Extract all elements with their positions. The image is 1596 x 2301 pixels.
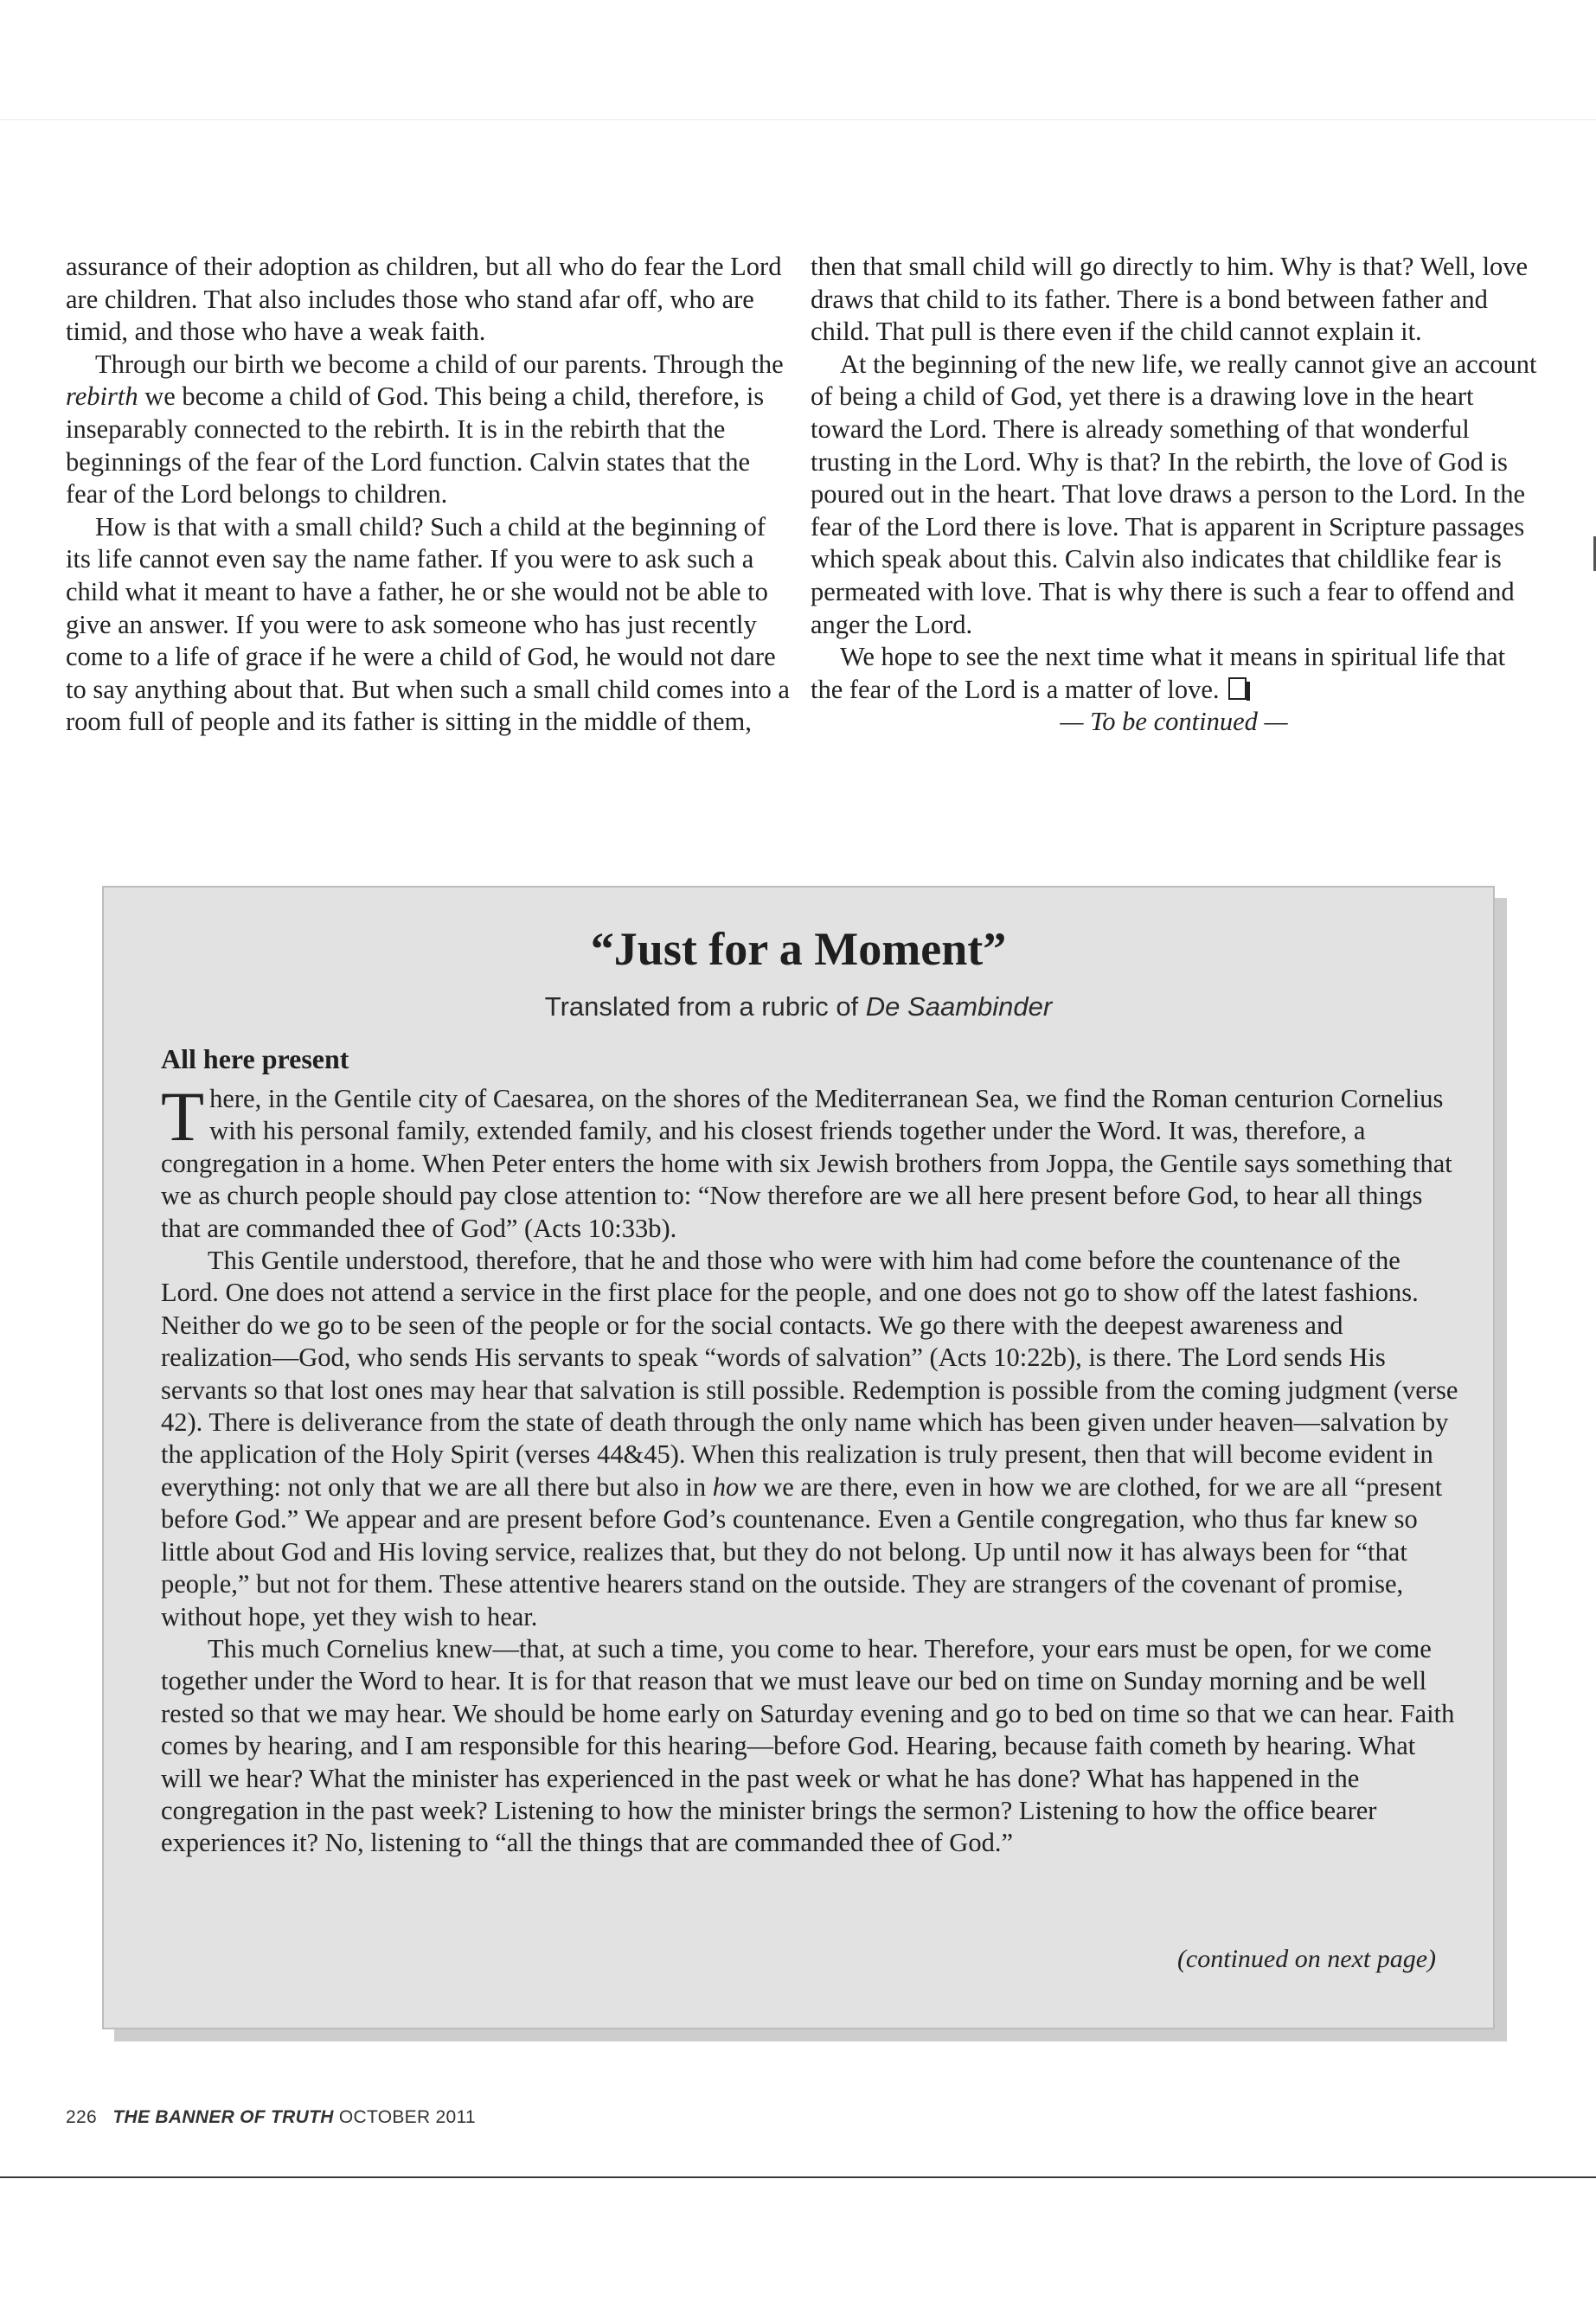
issue-date: OCTOBER 2011 bbox=[338, 2107, 476, 2127]
to-be-continued: — To be continued — bbox=[1060, 707, 1288, 737]
left-paragraph-3: How is that with a small child? Such a child at the beginning of its life cannot even say the name father. If you were to ask such a child what it meant to have a father, he or she would not be able to give an answer. If you were to ask someone who has just recently come to a life of grace if he were a child of God, he would not dare to say anything about that. But when such a small child comes into a room full of people and its father is sitting in the middle of them, bbox=[66, 511, 790, 737]
page-number: 226 bbox=[66, 2107, 97, 2127]
source-title: De Saambinder bbox=[865, 991, 1053, 1022]
box-paragraph-2: This Gentile understood, therefore, that he and those who were with him had come before the countenance of the Lord. One does not attend a service in the first place for the people, and one does not go to show off the latest fashions. Neither do we go to be seen of the people or for the social contacts. We go there with the deepest awareness and realization—God, who sends His servants to speak “words of salvation” (Acts 10:22b), is there. The Lord sends His servants so that lost ones may hear that salvation is still possible. Redemption is possible from the coming judgment (verse 42). There is deliverance from the state of death through the only name which has been given under heaven—salvation by the application of the Holy Spirit (verses 44&45). When this realization is truly present, then that will become evident in everything: not only that we are all there but also in how we are there, even in how we are clothed, for we are all “present before God.” We appear and are present before God’s countenance. Even a Gentile congregation, who thus far knew so little about God and His loving service, realizes that, but they do not belong. Up until now it has always been for “that people,” but not for them. These attentive hearers stand on the outside. They are strangers of the covenant of promise, without hope, yet they wish to hear. bbox=[161, 1246, 1458, 1631]
continued-note: (continued on next page) bbox=[1176, 1945, 1436, 1973]
box-paragraph-3: This much Cornelius knew—that, at such a time, you come to hear. Therefore, your ears must be open, for we come together under the Word to hear. It is for that reason that we must leave our bed on time on Sunday morning and be well rested so that we may hear. We should be home early on Saturday evening and go to bed on time so that we can hear. Faith comes by hearing, and I am responsible for this hearing—before God. Hearing, because faith cometh by hearing. What will we hear? What the minister has experienced in the past week or what he has done? What has happened in the congregation in the past week? Listening to how the minister brings the sermon? Listening to how the office bearer experiences it? No, listening to “all the things that are commanded thee of God.” bbox=[161, 1633, 1455, 1858]
left-paragraph-2: Through our birth we become a child of our parents. Through the rebirth we become a child of God. This being a child, therefore, is inseparably connected to the rebirth. It is in the rebirth that the beginnings of the fear of the Lord function. Calvin states that the fear of the Lord belongs to children. bbox=[66, 349, 784, 510]
right-column bbox=[811, 251, 1537, 739]
bottom-rule bbox=[0, 2176, 1596, 2178]
right-paragraph-2: At the beginning of the new life, we really cannot give an account of being a child of God, yet there is a drawing love in the heart toward the Lord. There is already something of that wonderful trusting in the Lord. Why is that? In the rebirth, the love of God is poured out in the heart. That love draws a person to the Lord. In the fear of the Lord there is love. That is apparent in Scripture passages which speak about this. Calvin also indicates that childlike fear is permeated with love. That is why there is such a fear to offend and anger the Lord. bbox=[811, 349, 1537, 639]
box-heading: All here present bbox=[161, 1043, 349, 1074]
magazine-title: THE BANNER OF TRUTH bbox=[112, 2107, 334, 2127]
right-paragraph-1: then that small child will go directly to him. Why is that? Well, love draws that child to its father. There is a bond between father and child. That pull is there even if the child cannot explain it. bbox=[811, 252, 1529, 347]
box-title: “Just for a Moment” bbox=[590, 923, 1007, 975]
left-column bbox=[66, 251, 792, 739]
emphasis-rebirth: rebirth bbox=[66, 381, 138, 412]
box-subtitle: Translated from a rubric of De Saambinder bbox=[544, 991, 1053, 1022]
box-paragraph-1: There, in the Gentile city of Caesarea, on the shores of the Mediterranean Sea, we find the Roman centurion Cornelius with his personal family, extended family, and his closest friends together under the Word. It was, therefore, a congregation in a home. When Peter enters the home with six Jewish brothers from Joppa, the Gentile says something that we as church people should pay close attention to: “Now therefore are we all here present before God, to hear all things that are commanded thee of God” (Acts 10:33b). bbox=[161, 1077, 1452, 1243]
drop-cap: T bbox=[161, 1077, 205, 1156]
end-mark-icon bbox=[1228, 677, 1247, 700]
page-footer bbox=[66, 2107, 476, 2128]
left-paragraph-1: assurance of their adoption as children, but all who do fear the Lord are children. That also includes those who stand afar off, who are timid, and those who have a weak faith. bbox=[66, 252, 782, 347]
top-rule bbox=[0, 119, 1596, 120]
emphasis-how: how bbox=[712, 1471, 757, 1502]
box-panel bbox=[102, 886, 1495, 2029]
box-body bbox=[161, 1077, 1458, 1860]
right-paragraph-3: We hope to see the next time what it means in spiritual life that the fear of the Lord is a matter of love. bbox=[811, 642, 1506, 704]
sidebar-box bbox=[102, 886, 1495, 2029]
